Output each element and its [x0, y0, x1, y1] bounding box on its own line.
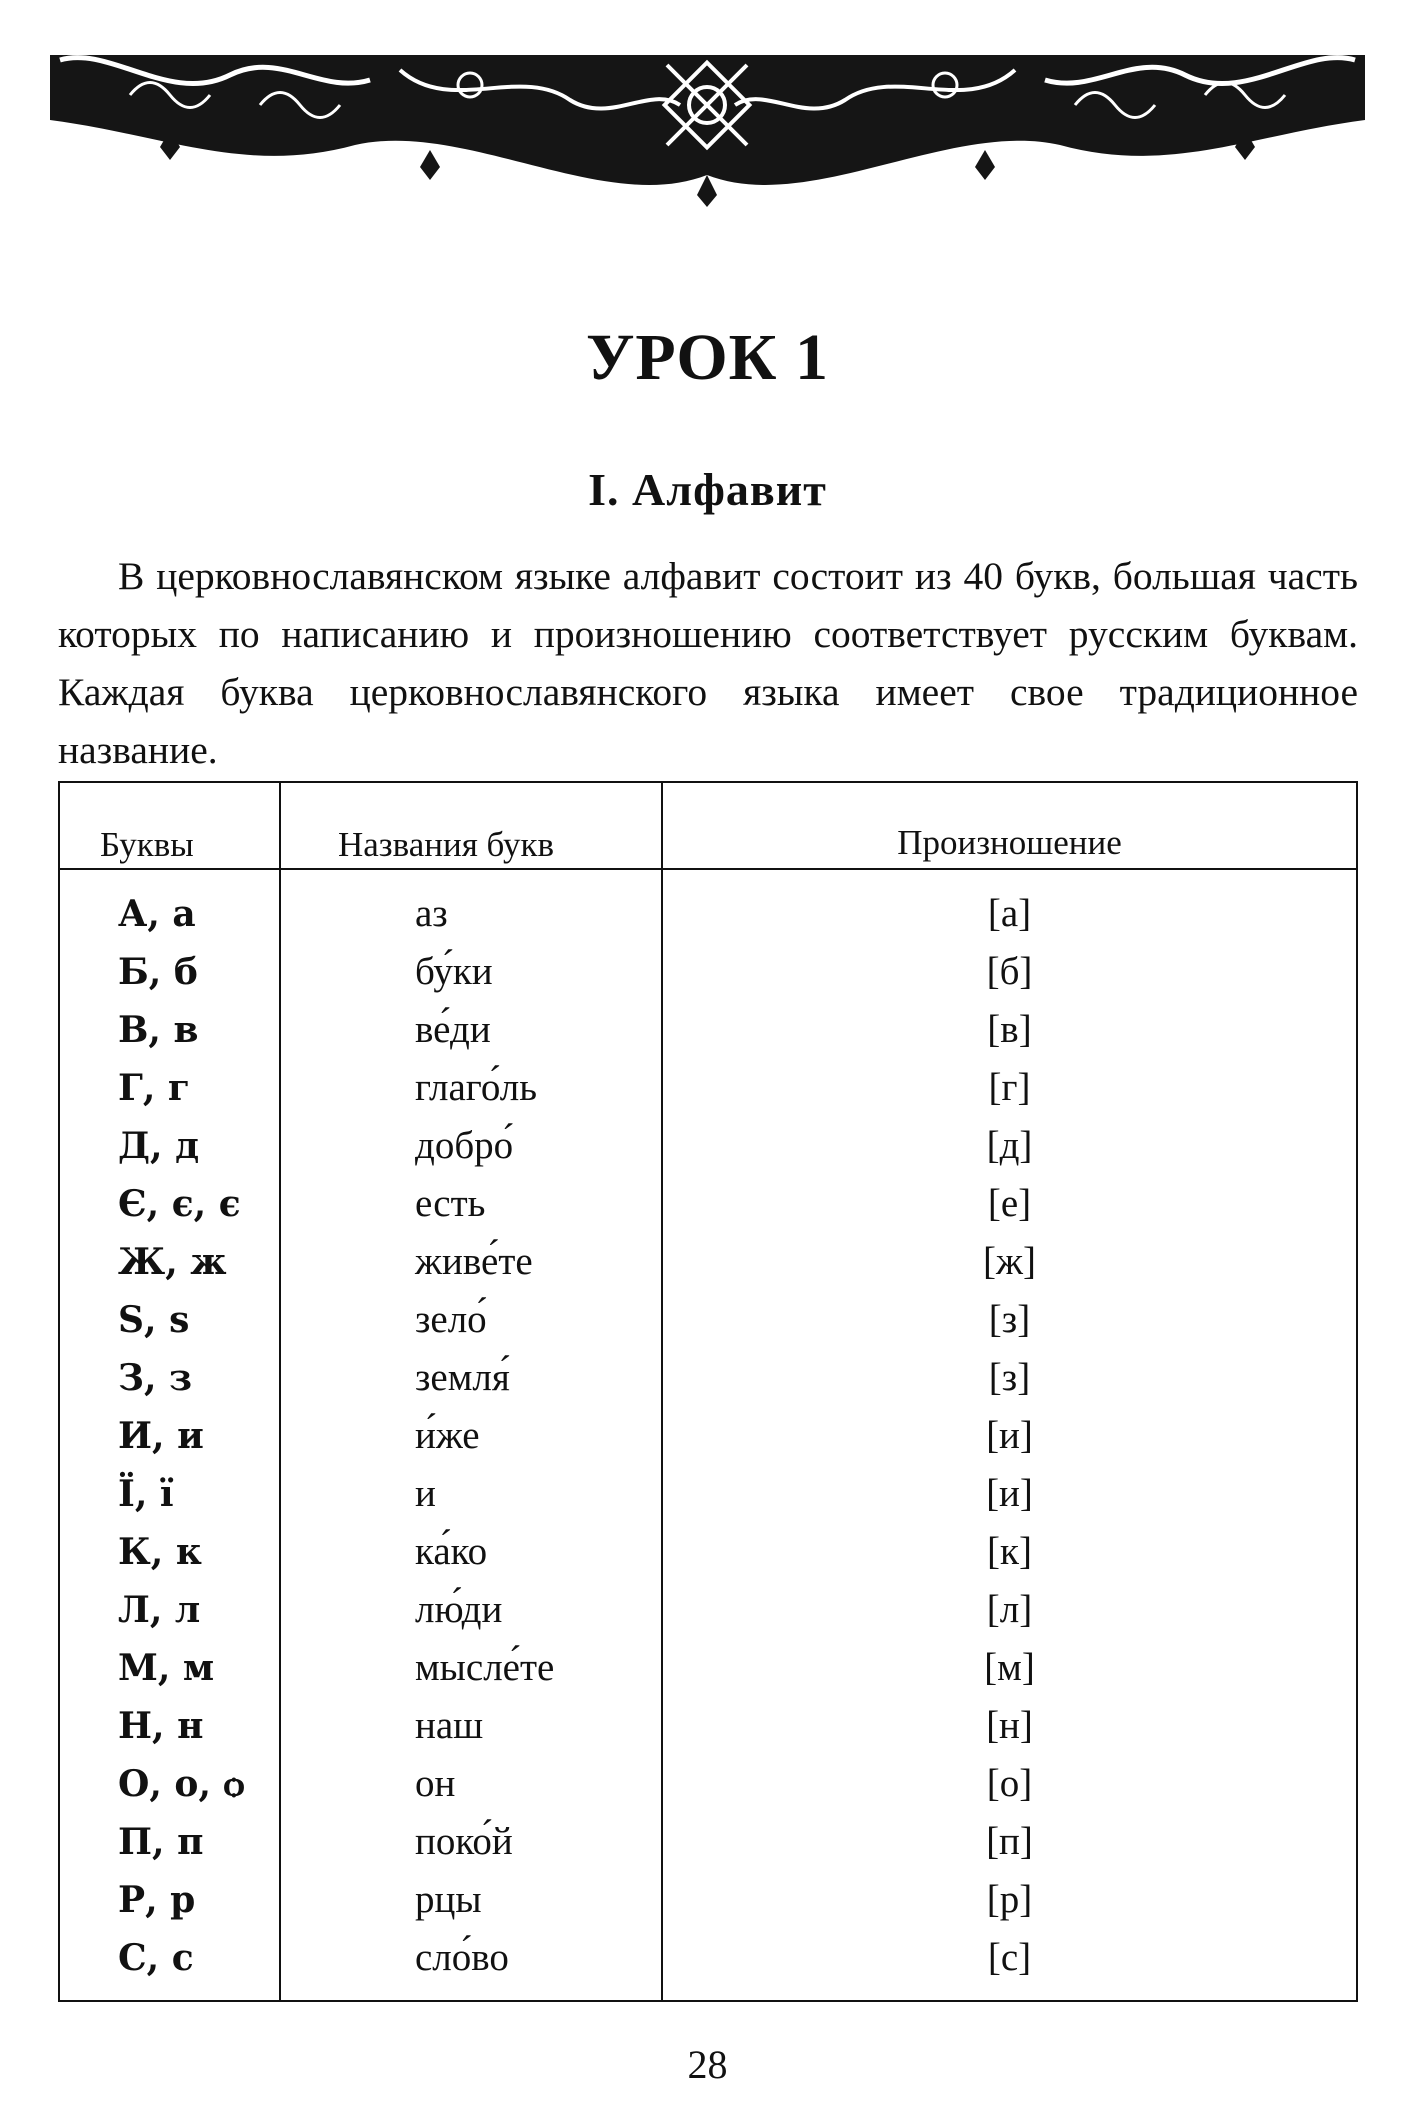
pronunciation-cell: [к]: [987, 1530, 1032, 1573]
letter-name-cell: мысле́те: [415, 1646, 555, 1689]
pronunciation-cell: [е]: [987, 1182, 1032, 1225]
letter-name-cell: живе́те: [415, 1240, 533, 1283]
table-row: [60, 1581, 1356, 1639]
intro-paragraph: В церковнославянском языке алфавит состоит из 40 букв, большая часть которых по написанию и произношению соответствует русским буквам. Каждая буква церковнославянского языка имеет свое традиционное название.: [58, 554, 1358, 772]
alphabet-table: [58, 781, 1358, 2002]
letter-cell: Г, г: [118, 1067, 190, 1109]
table-row: [60, 1059, 1356, 1117]
letter-name-cell: добро́: [415, 1124, 514, 1167]
pronunciation-cell: [л]: [986, 1588, 1033, 1631]
letter-cell: Р, р: [118, 1879, 196, 1921]
letter-name-cell: ве́ди: [415, 1008, 491, 1051]
letter-cell: Ї, ї: [118, 1473, 174, 1515]
letter-cell: Б, б: [118, 951, 198, 993]
table-row: [60, 1639, 1356, 1697]
pronunciation-cell: [н]: [986, 1704, 1033, 1747]
pronunciation-cell: [б]: [986, 950, 1033, 993]
header-divider: [60, 868, 1356, 870]
table-row: [60, 1813, 1356, 1871]
table-row: [60, 1233, 1356, 1291]
letter-name-cell: ка́ко: [415, 1530, 488, 1573]
letter-cell: А, а: [118, 893, 196, 935]
pronunciation-cell: [и]: [986, 1414, 1033, 1457]
pronunciation-cell: [в]: [987, 1008, 1032, 1051]
column-header-names: Названия букв: [338, 825, 555, 864]
letter-name-cell: глаго́ль: [415, 1066, 538, 1109]
letter-cell: Л, л: [118, 1589, 201, 1631]
letter-cell: И, и: [118, 1415, 204, 1457]
pronunciation-cell: [с]: [987, 1936, 1032, 1979]
letter-name-cell: и: [415, 1472, 436, 1515]
letter-name-cell: бу́ки: [415, 950, 493, 993]
table-row: [60, 1697, 1356, 1755]
pronunciation-cell: [з]: [988, 1356, 1031, 1399]
ornamental-header-band: [50, 25, 1365, 210]
table-row: [60, 1929, 1356, 1987]
table-row: [60, 1291, 1356, 1349]
letter-name-cell: есть: [415, 1182, 486, 1225]
section-title: I. Алфавит: [588, 464, 827, 515]
letter-name-cell: он: [415, 1762, 456, 1805]
pronunciation-cell: [ж]: [983, 1240, 1036, 1283]
page-number: 28: [687, 2042, 728, 2087]
letter-cell: П, п: [118, 1821, 204, 1863]
letter-cell: К, к: [118, 1531, 202, 1573]
letter-cell: М, м: [118, 1647, 215, 1689]
column-header-pronunciation: Произношение: [897, 823, 1122, 862]
letter-cell: Н, н: [118, 1705, 204, 1747]
pronunciation-cell: [р]: [986, 1878, 1033, 1921]
letter-cell: О, о, ѻ: [118, 1763, 245, 1805]
letter-name-cell: наш: [415, 1704, 484, 1747]
letter-name-cell: сло́во: [415, 1936, 509, 1979]
pronunciation-cell: [п]: [986, 1820, 1033, 1863]
letter-name-cell: земля́: [415, 1356, 510, 1399]
letter-cell: Д, д: [118, 1125, 200, 1167]
letter-cell: Ж, ж: [118, 1241, 227, 1283]
table-row: [60, 1001, 1356, 1059]
lesson-title: УРОК 1: [585, 321, 830, 394]
table-row: [60, 1465, 1356, 1523]
letter-name-cell: и́же: [415, 1414, 480, 1457]
letter-cell: Є, є, є: [118, 1183, 241, 1225]
column-header-letters: Буквы: [100, 825, 194, 864]
table-row: [60, 1175, 1356, 1233]
pronunciation-cell: [з]: [988, 1298, 1031, 1341]
pronunciation-cell: [о]: [986, 1762, 1033, 1805]
table-row: [60, 1871, 1356, 1929]
pronunciation-cell: [и]: [986, 1472, 1033, 1515]
letter-name-cell: зело́: [415, 1298, 487, 1341]
pronunciation-cell: [м]: [984, 1646, 1035, 1689]
table-row: [60, 1407, 1356, 1465]
letter-name-cell: лю́ди: [415, 1588, 503, 1631]
letter-name-cell: аз: [415, 892, 448, 935]
table-row: [60, 1349, 1356, 1407]
letter-cell: З, з: [118, 1357, 193, 1399]
letter-cell: В, в: [118, 1009, 199, 1051]
pronunciation-cell: [а]: [987, 892, 1032, 935]
letter-cell: Ѕ, ѕ: [118, 1299, 190, 1341]
table-row: [60, 1117, 1356, 1175]
table-row: [60, 1755, 1356, 1813]
table-row: [60, 1523, 1356, 1581]
pronunciation-cell: [д]: [986, 1124, 1033, 1167]
table-row: [60, 885, 1356, 943]
letter-name-cell: рцы: [415, 1878, 482, 1921]
letter-cell: С, с: [118, 1937, 194, 1979]
letter-name-cell: поко́й: [415, 1820, 513, 1863]
pronunciation-cell: [г]: [988, 1066, 1031, 1109]
table-row: [60, 943, 1356, 1001]
